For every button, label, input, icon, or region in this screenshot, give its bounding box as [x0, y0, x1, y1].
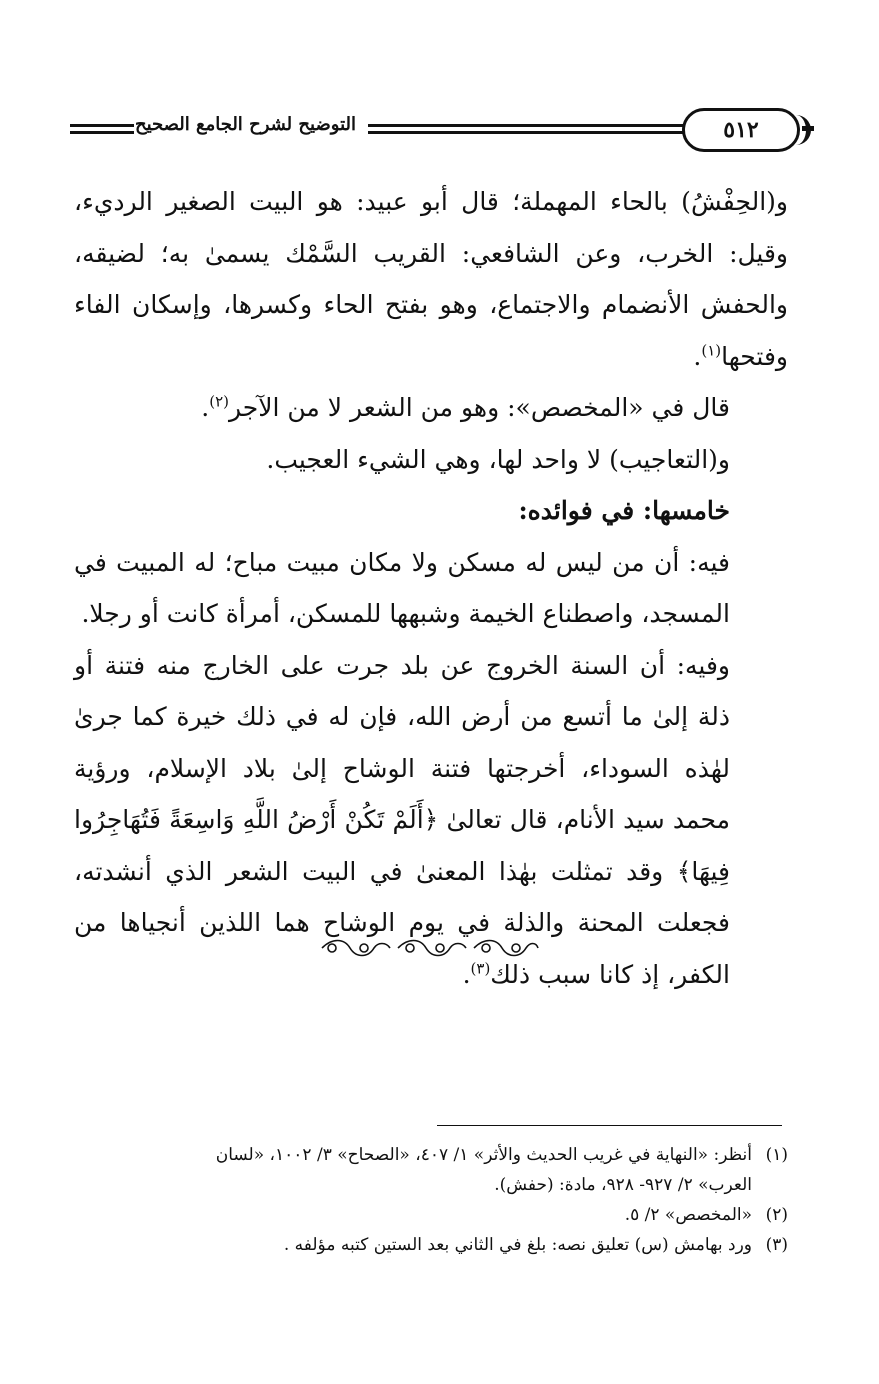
footnote-1-continued: العرب» ٢/ ٩٢٧- ٩٢٨، مادة: (حفش).: [494, 1175, 752, 1195]
footnote-ref-2[interactable]: (٢): [209, 392, 229, 411]
footnote-ref-1[interactable]: (١): [701, 341, 722, 360]
section-heading-fawaid: خامسها: في فوائده:: [518, 496, 730, 525]
footnote-ref-3[interactable]: (٣): [470, 959, 491, 978]
footnote-divider: [437, 1125, 782, 1126]
footnote-3: [70, 1230, 788, 1260]
paragraph-mabit: فيه: أن من ليس له مسكن ولا مكان مبيت مباح؛ له المبيت في المسجد، واصطناع الخيمة وشبهها للمسكن، أمرأة كانت أو رجلا.: [74, 547, 730, 628]
footnote-number: (١): [765, 1145, 788, 1165]
paragraph-mukhassas-text: قال في «المخصص»: وهو من الشعر لا من الآجر: [228, 393, 730, 422]
paragraph-khuruj: وفيه: أن السنة الخروج عن بلد جرت على الخارج منه فتنة أو ذلة إلىٰ ما أتسع من أرض الله، فإن له في ذلك خيرة كما جرىٰ لهٰذه السوداء، أخرجتها فتنة الوشاح إلىٰ بلاد الإسلام، ورؤية محمد سيد الأنام، قال تعالىٰ ﴿أَلَمْ تَكُنْ أَرْضُ اللَّهِ وَاسِعَةً فَتُهَاجِرُوا فِيهَا﴾ وقد تمثلت بهٰذا المعنىٰ في البيت الشعر الذي أنشدته، فجعلت المحنة والذلة في يوم الوشاح هما اللذين أنجياها من الكفر، إذ كانا سبب ذلك$^{(٣)}$.: [74, 650, 730, 989]
paragraph-hifsh: و(الحِفْشُ) بالحاء المهملة؛ قال أبو عبيد: هو البيت الصغير الرديء، وقيل: الخرب، وعن الشافعي: القريب السَّمْك يسمىٰ به؛ لضيقه، والحفش الأنضمام والاجتماع، وهو بفتح الحاء وكسرها، وإسكان الفاء وفتحها$^{(١)}$.: [74, 187, 788, 371]
page-number-badge: [682, 108, 800, 152]
paragraph-mukhassas: قال في «المخصص»: وهو من الشعر لا من الآجر$^{(٢)}$.: [201, 392, 730, 422]
footnote-1: [70, 1140, 788, 1170]
paragraph-khuruj-text-b: وقد تمثلت بهٰذا المعنىٰ في البيت الشعر الذي أنشدته، فجعلت المحنة والذلة في يوم الوشاح هما اللذين أنجياها من الكفر، إذ كانا سبب ذلك: [74, 856, 730, 989]
footnote-number: (٢): [765, 1205, 788, 1225]
main-text: [74, 176, 788, 1000]
quran-verse: ﴿أَلَمْ تَكُنْ أَرْضُ اللَّهِ وَاسِعَةً فَتُهَاجِرُوا فِيهَا﴾: [74, 805, 730, 886]
footnote-2: [70, 1200, 788, 1230]
section-end-ornament-icon: [318, 934, 542, 962]
paragraph-hifsh-text: و(الحِفْشُ) بالحاء المهملة؛ قال أبو عبيد: هو البيت الصغير الرديء، وقيل: الخرب، وعن الشافعي: القريب السَّمْك يسمىٰ به؛ لضيقه، والحفش الأنضمام والاجتماع، وهو بفتح الحاء وكسرها، وإسكان الفاء وفتحها: [74, 187, 788, 371]
footnote-text: «المخصص» ٢/ ٥.: [624, 1205, 752, 1225]
footnote-text: أنظر: «النهاية في غريب الحديث والأثر» ١/ ٤٠٧، «الصحاح» ٣/ ١٠٠٢، «لسان: [215, 1145, 752, 1165]
page-number: ٥١٢: [723, 117, 759, 143]
running-title: التوضيح لشرح الجامع الصحيح: [134, 114, 356, 135]
header-rule-right: [802, 126, 814, 131]
header-rule-left: [70, 124, 134, 136]
paragraph-khuruj-text-a: وفيه: أن السنة الخروج عن بلد جرت على الخارج منه فتنة أو ذلة إلىٰ ما أتسع من أرض الله، فإن له في ذلك خيرة كما جرىٰ لهٰذه السوداء، أخرجتها فتنة الوشاح إلىٰ بلاد الإسلام، ورؤية محمد سيد الأنام، قال تعالىٰ: [74, 650, 730, 834]
footnote-number: (٣): [765, 1235, 788, 1255]
footnotes: [70, 1140, 788, 1260]
header-rule-middle: [368, 124, 690, 136]
page-header: [70, 108, 812, 164]
footnote-text: ورد بهامش (س) تعليق نصه: بلغ في الثاني بعد الستين كتبه مؤلفه .: [283, 1235, 752, 1255]
paragraph-taajib: و(التعاجيب) لا واحد لها، وهي الشيء العجيب.: [266, 444, 730, 474]
